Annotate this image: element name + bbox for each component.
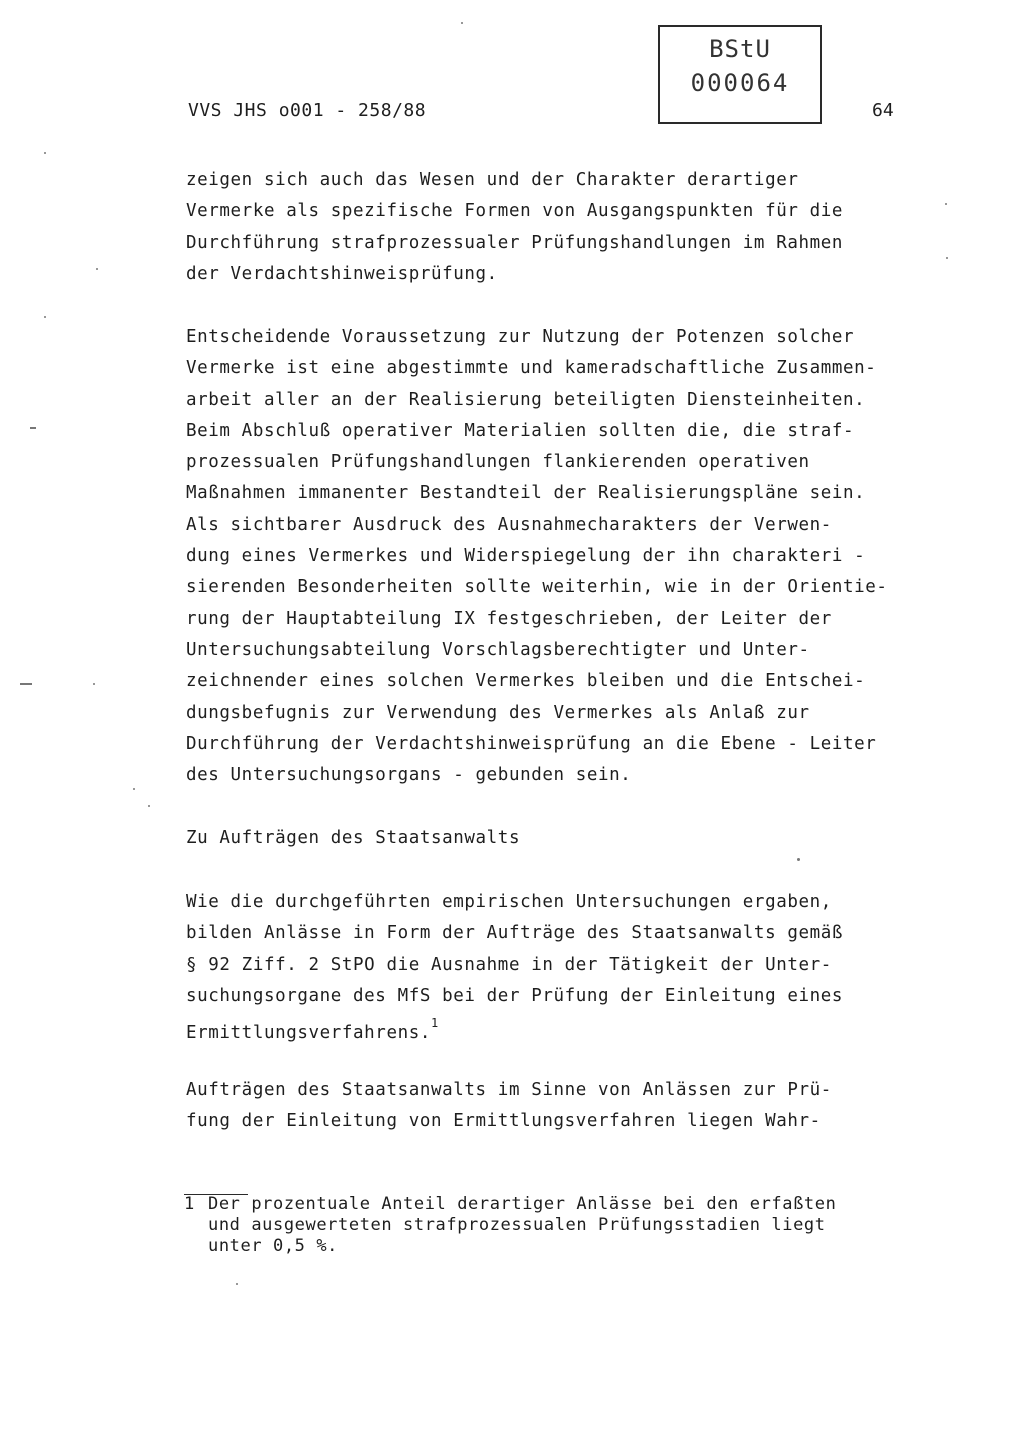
text-line: zeichnender eines solchen Vermerkes bleiben und die Entschei- — [186, 671, 866, 692]
text-line: Vermerke als spezifische Formen von Ausgangspunkten für die — [186, 201, 844, 222]
text-line: bilden Anlässe in Form der Aufträge des Staatsanwalts gemäß — [186, 923, 844, 944]
footnote-line — [184, 1236, 836, 1257]
scan-speck — [945, 203, 947, 205]
text-line: prozessualen Prüfungshandlungen flankierenden operativen — [186, 452, 810, 473]
text-line: Maßnahmen immanenter Bestandteil der Realisierungspläne sein. — [186, 483, 866, 504]
scan-speck — [148, 805, 150, 807]
scan-speck — [946, 257, 948, 259]
text-line: sierenden Besonderheiten sollte weiterhin, wie in der Orientie- — [186, 577, 888, 598]
document-reference: VVS JHS o001 - 258/88 — [188, 100, 427, 121]
paragraph-1 — [186, 165, 843, 290]
scan-speck — [44, 316, 46, 318]
text-line: dungsbefugnis zur Verwendung des Vermerkes als Anlaß zur — [186, 702, 810, 723]
scan-speck — [133, 788, 135, 790]
text-line: arbeit aller an der Realisierung beteiligten Diensteinheiten. — [186, 389, 866, 410]
footnote-line — [184, 1194, 836, 1215]
footnote-text: und ausgewerteten strafprozessualen Prüfungsstadien liegt — [208, 1215, 826, 1235]
text-line: suchungsorgane des MfS bei der Prüfung der Einleitung eines — [186, 985, 844, 1006]
text-line: Ermittlungsverfahrens. — [186, 1023, 431, 1044]
scan-speck — [236, 1283, 238, 1285]
footnote — [184, 1194, 836, 1257]
footnote-text: unter 0,5 %. — [208, 1236, 339, 1256]
section-heading-text: Zu Aufträgen des Staatsanwalts — [186, 828, 521, 848]
text-line: Entscheidende Voraussetzung zur Nutzung der Potenzen solcher — [186, 327, 855, 347]
text-line-with-footnote — [186, 1012, 843, 1043]
scan-speck — [461, 22, 463, 24]
stamp-archive-number: 000064 — [690, 69, 790, 97]
text-line: fung der Einleitung von Ermittlungsverfahren liegen Wahr- — [186, 1111, 821, 1132]
text-line: Beim Abschluß operativer Materialien sollten die, die straf- — [186, 420, 855, 441]
text-line: Als sichtbarer Ausdruck des Ausnahmecharakters der Verwen- — [186, 514, 832, 535]
section-heading — [186, 823, 520, 854]
text-line: Wie die durchgeführten empirischen Untersuchungen ergaben, — [186, 892, 832, 912]
scan-speck — [96, 268, 98, 270]
scan-speck — [797, 858, 800, 861]
scan-speck — [93, 683, 95, 685]
text-line: Durchführung strafprozessualer Prüfungshandlungen im Rahmen — [186, 232, 844, 253]
footnote-line — [184, 1215, 836, 1236]
text-line: des Untersuchungsorgans - gebunden sein. — [186, 765, 632, 786]
footnote-text: Der prozentuale Anteil derartiger Anlässe bei den erfaßten — [208, 1194, 837, 1214]
text-line: § 92 Ziff. 2 StPO die Ausnahme in der Tätigkeit der Unter- — [186, 954, 832, 975]
paragraph-3 — [186, 887, 843, 1043]
text-line: Vermerke ist eine abgestimmte und kameradschaftliche Zusammen- — [186, 358, 877, 379]
text-line: rung der Hauptabteilung IX festgeschrieben, der Leiter der — [186, 608, 832, 629]
archive-stamp — [658, 25, 822, 124]
text-line: dung eines Vermerkes und Widerspiegelung der ihn charakteri - — [186, 546, 866, 567]
text-line: zeigen sich auch das Wesen und der Charakter derartiger — [186, 170, 799, 190]
footnote-reference: 1 — [431, 1016, 439, 1031]
text-line: Durchführung der Verdachtshinweisprüfung an die Ebene - Leiter — [186, 733, 877, 754]
paragraph-4 — [186, 1075, 832, 1138]
scan-speck — [20, 683, 32, 685]
page-number: 64 — [872, 100, 894, 121]
stamp-archive-label: BStU — [709, 35, 771, 63]
scan-speck — [30, 427, 36, 429]
paragraph-2 — [186, 322, 888, 791]
scan-speck — [44, 152, 46, 154]
text-line: Aufträgen des Staatsanwalts im Sinne von Anlässen zur Prü- — [186, 1080, 832, 1100]
footnote-marker: 1 — [184, 1194, 195, 1214]
text-line: Untersuchungsabteilung Vorschlagsberechtigter und Unter- — [186, 639, 810, 660]
text-line: der Verdachtshinweisprüfung. — [186, 263, 498, 284]
